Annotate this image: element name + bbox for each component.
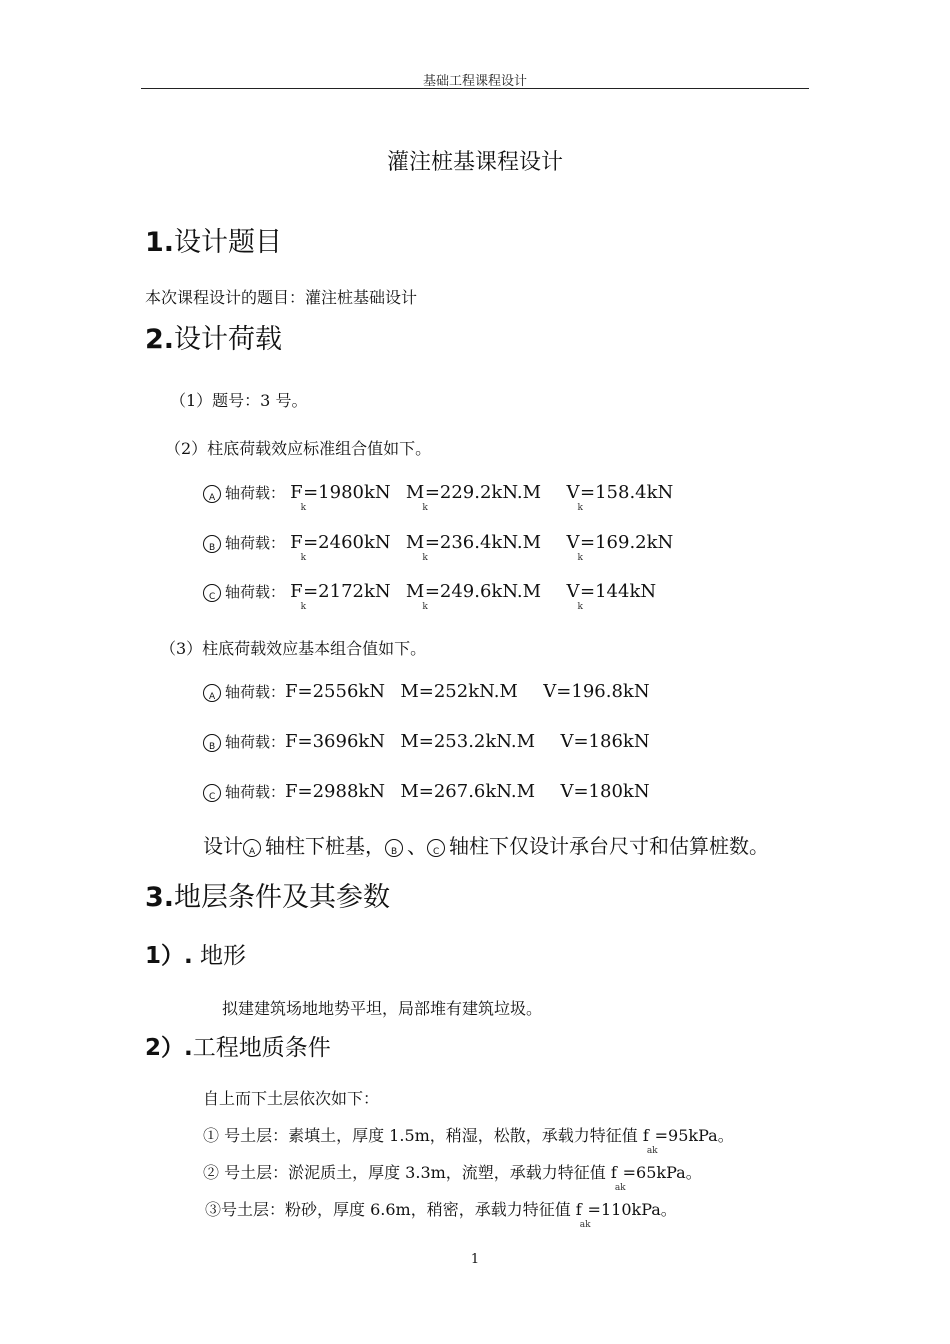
subsection-1-body: 拟建建筑场地地势平坦，局部堆有建筑垃圾。 [222,999,543,1018]
v-value: V=180kN [560,781,650,802]
axis-a-marker: A [203,684,221,702]
m-value: $M_k=236.4kN.M$ [405,532,542,563]
axis-c-marker: C [203,784,221,802]
axis-a-marker: A [243,839,261,857]
v-value: $V_k=169.2kN$ [566,532,674,563]
soil-layers-intro: 自上而下土层依次如下： [203,1089,380,1108]
standard-load-row-c [203,581,657,612]
f-value: F=2988kN [285,781,386,802]
basic-load-row-b [203,731,650,752]
section-1-body: 本次课程设计的题目：灌注桩基础设计 [145,288,418,307]
basic-load-row-c [203,781,650,802]
soil-layer-1: ① 号土层：素填土，厚度 1.5m，稍湿，松散，承载力特征值 $f_{ak}=95kPa$。 [203,1126,734,1156]
design-item-1: （1）题号：3 号。 [170,391,308,410]
f-value: F=3696kN [285,731,386,752]
basic-load-row-a [203,681,650,702]
section-2-heading [145,317,282,356]
f-value: $F_k=2172kN$ [290,581,391,612]
axis-a-marker: A [203,485,221,503]
section-3-number: 3. [145,882,175,913]
axis-b-marker: B [203,535,221,553]
design-item-2: （2）柱底荷载效应标准组合值如下。 [165,439,432,458]
soil-layer-3: ③号土层：粉砂，厚度 6.6m，稍密，承载力特征值 $f_{ak}=110kPa$。 [205,1200,677,1230]
page-header: 基础工程课程设计 [422,74,527,89]
f-value: F=2556kN [285,681,386,702]
f-value: $F_k=2460kN$ [290,532,391,563]
f-value: $F_k=1980kN$ [290,482,391,513]
section-3-heading [145,875,390,914]
design-item-3: （3）柱底荷载效应基本组合值如下。 [160,639,427,658]
axis-b-marker: B [203,734,221,752]
section-3-title: 地层条件及其参数 [174,882,391,913]
load-label: 轴荷载： [225,484,286,502]
m-value: $M_k=249.6kN.M$ [405,581,542,612]
soil-layer-2: ② 号土层：淤泥质土，厚度 3.3m，流塑，承载力特征值 $f_{ak}=65kPa$。 [203,1163,702,1193]
section-1-heading [145,220,282,259]
load-label: 轴荷载： [225,683,286,701]
header-divider [141,88,809,89]
v-value: $V_k=158.4kN$ [566,482,674,513]
section-2-title: 设计荷载 [174,324,283,355]
load-label: 轴荷载： [225,733,286,751]
standard-load-row-b [203,532,674,563]
axis-c-marker: C [203,584,221,602]
v-value: V=186kN [560,731,650,752]
design-note: 设计 A 轴柱下桩基， B 、 C 轴柱下仅设计承台尺寸和估算桩数。 [203,834,769,858]
section-1-number: 1. [145,227,175,258]
m-value: M=267.6kN.M [400,781,536,802]
page-number: 1 [470,1252,480,1267]
section-2-number: 2. [145,324,175,355]
axis-c-marker: C [427,839,445,857]
standard-load-row-a [203,482,674,513]
m-value: M=253.2kN.M [400,731,536,752]
load-label: 轴荷载： [225,783,286,801]
axis-b-marker: B [385,839,403,857]
subsection-1-heading: 1）. 地形 [145,943,247,969]
m-value: $M_k=229.2kN.M$ [405,482,542,513]
load-label: 轴荷载： [225,583,286,601]
subsection-2-heading: 2）.工程地质条件 [145,1035,331,1061]
v-value: $V_k=144kN$ [566,581,657,612]
v-value: V=196.8kN [543,681,650,702]
m-value: M=252kN.M [400,681,518,702]
section-1-title: 设计题目 [174,227,283,258]
document-title: 灌注桩基课程设计 [386,150,563,175]
load-label: 轴荷载： [225,534,286,552]
